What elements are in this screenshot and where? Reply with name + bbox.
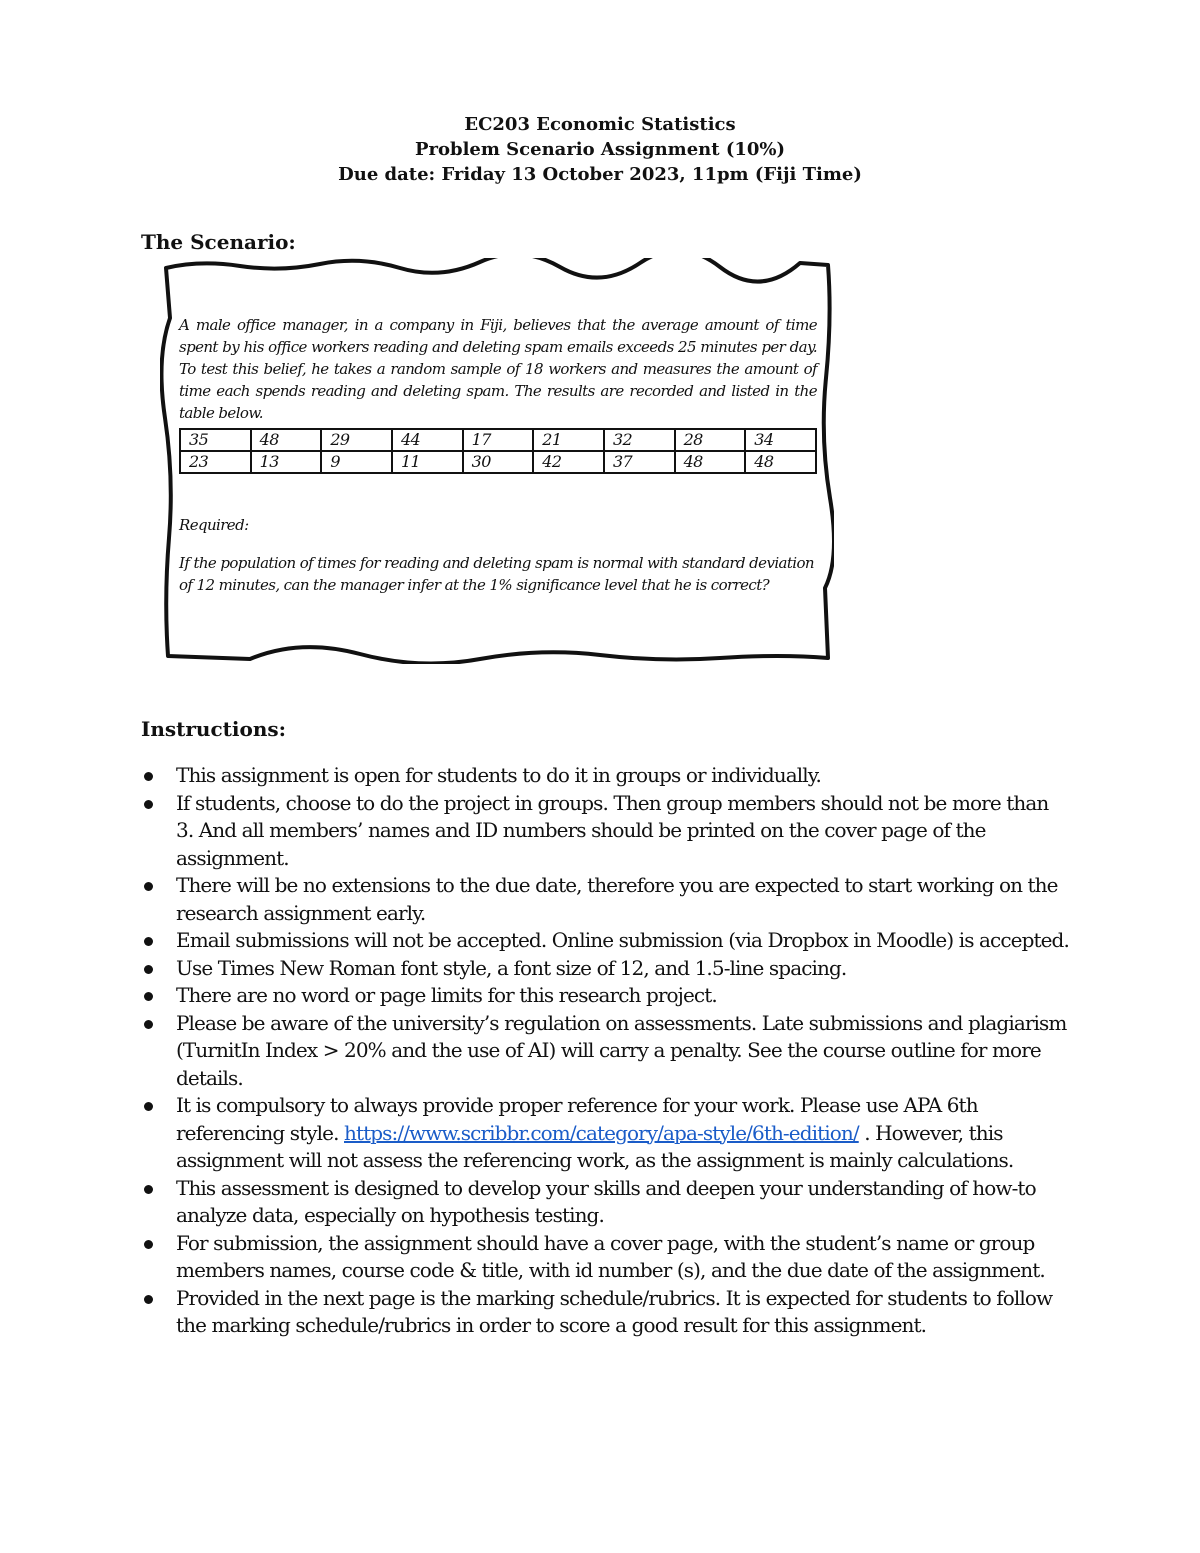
instruction-text: If students, choose to do the project in groups. Then group members should not be more than 3. And all members’ names and ID numbers should be printed on the cover page of the assignment. <box>176 790 1049 870</box>
table-cell: 21 <box>533 429 604 451</box>
list-item <box>141 955 1071 983</box>
table-cell: 35 <box>180 429 251 451</box>
required-label: Required: <box>179 516 249 534</box>
list-item <box>141 982 1071 1010</box>
table-cell: 30 <box>463 451 534 473</box>
scenario-content <box>179 314 817 596</box>
data-table <box>179 428 817 474</box>
table-cell: 44 <box>392 429 463 451</box>
table-cell: 34 <box>745 429 816 451</box>
table-row <box>180 429 816 451</box>
instruction-text-before-link: It is compulsory to always provide proper reference for your work. Please use APA 6th referencing style. <box>176 1093 978 1145</box>
instructions-heading: Instructions: <box>141 717 287 741</box>
instruction-text: Use Times New Roman font style, a font size of 12, and 1.5-line spacing. <box>176 955 847 980</box>
instruction-text: Email submissions will not be accepted. Online submission (via Dropbox in Moodle) is accepted. <box>176 928 1069 952</box>
instruction-text: Please be aware of the university’s regulation on assessments. Late submissions and plagiarism (TurnitIn Index > 20% and the use of AI) will carry a penalty. See the course outline for more details. <box>176 1010 1067 1090</box>
list-item <box>141 1010 1071 1093</box>
table-cell: 37 <box>604 451 675 473</box>
table-cell: 48 <box>251 429 322 451</box>
bullet-icon <box>144 1295 153 1304</box>
bullet-icon <box>144 1020 153 1029</box>
scenario-heading: The Scenario: <box>141 230 296 254</box>
instruction-text: For submission, the assignment should have a cover page, with the student’s name or group members names, course code & title, with id number (s), and the due date of the assignment. <box>176 1230 1045 1282</box>
table-cell: 32 <box>604 429 675 451</box>
due-date: Due date: Friday 13 October 2023, 11pm (Fiji Time) <box>338 164 862 185</box>
list-item <box>141 927 1071 955</box>
bullet-icon <box>144 772 153 781</box>
list-item <box>141 1285 1071 1340</box>
required-text: If the population of times for reading and deleting spam is normal with standard deviation of 12 minutes, can the manager infer at the 1% significance level that he is correct? <box>179 554 814 594</box>
table-cell: 13 <box>251 451 322 473</box>
table-cell: 29 <box>321 429 392 451</box>
bullet-icon <box>144 1240 153 1249</box>
table-cell: 42 <box>533 451 604 473</box>
list-item <box>141 762 1071 790</box>
table-cell: 48 <box>745 451 816 473</box>
table-cell: 28 <box>675 429 746 451</box>
bullet-icon <box>144 1185 153 1194</box>
instruction-text: This assessment is designed to develop your skills and deepen your understanding of how-to analyze data, especially on hypothesis testing. <box>176 1175 1036 1227</box>
list-item <box>141 872 1071 927</box>
instruction-text: There will be no extensions to the due date, therefore you are expected to start working on the research assignment early. <box>176 873 1058 925</box>
instruction-text-after-link: . However, this assignment will not assess the referencing work, as the assignment is mainly calculations. <box>176 1120 1014 1172</box>
bullet-icon <box>144 965 153 974</box>
table-cell: 9 <box>321 451 392 473</box>
instruction-text: This assignment is open for students to do it in groups or individually. <box>176 763 822 787</box>
document-header <box>0 112 1200 187</box>
table-cell: 23 <box>180 451 251 473</box>
table-row <box>180 451 816 473</box>
instruction-text: Provided in the next page is the marking schedule/rubrics. It is expected for students to follow the marking schedule/rubrics in order to score a good result for this assignment. <box>176 1285 1053 1337</box>
list-item <box>141 1230 1071 1285</box>
list-item <box>141 790 1071 873</box>
bullet-icon <box>144 992 153 1001</box>
bullet-icon <box>144 1102 153 1111</box>
table-cell: 11 <box>392 451 463 473</box>
list-item <box>141 1175 1071 1230</box>
assignment-title: Problem Scenario Assignment (10%) <box>414 139 786 160</box>
instructions-list <box>141 762 1071 1340</box>
course-title: EC203 Economic Statistics <box>464 114 736 135</box>
bullet-icon <box>144 800 153 809</box>
scenario-text: A male office manager, in a company in Fiji, believes that the average amount of time spent by his office workers reading and deleting spam emails exceeds 25 minutes per day. To test this belief, he takes a random sample of 18 workers and measures the amount of time each spends reading and deleting spam. The results are recorded and listed in the table below. <box>179 316 817 422</box>
scenario-box <box>160 258 834 664</box>
table-cell: 48 <box>675 451 746 473</box>
bullet-icon <box>144 937 153 946</box>
table-cell: 17 <box>463 429 534 451</box>
instruction-text: There are no word or page limits for this research project. <box>176 983 717 1007</box>
apa-reference-link[interactable]: https://www.scribbr.com/category/apa-style/6th-edition/ <box>344 1120 859 1145</box>
bullet-icon <box>144 882 153 891</box>
list-item <box>141 1092 1071 1175</box>
